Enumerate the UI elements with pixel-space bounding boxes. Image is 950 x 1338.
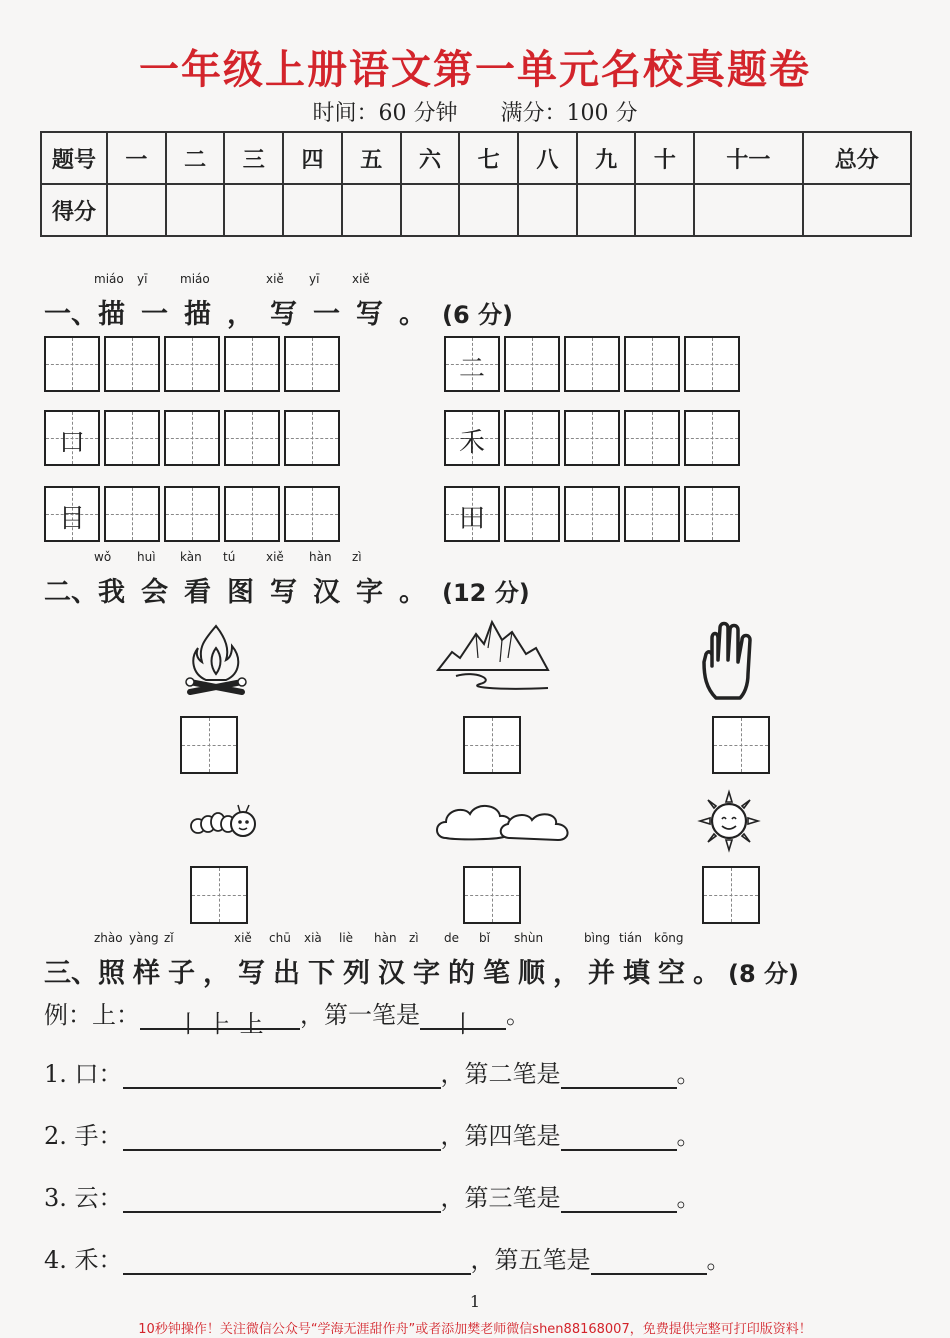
heading-char xyxy=(137,272,168,331)
tracing-row xyxy=(444,486,744,542)
score-cell[interactable] xyxy=(166,184,225,236)
example-mid: ，第一笔是 xyxy=(300,1001,420,1029)
section-number: 三、 xyxy=(44,958,98,989)
score-cell[interactable] xyxy=(694,184,802,236)
pinyin: miáo xyxy=(94,272,124,286)
score-cell[interactable] xyxy=(283,184,342,236)
pinyin: miáo xyxy=(180,272,210,286)
writing-cell[interactable] xyxy=(224,410,280,466)
tracing-row xyxy=(444,336,744,392)
score-col-header: 四 xyxy=(283,132,342,184)
pinyin: xiě xyxy=(234,931,252,945)
writing-cell[interactable] xyxy=(504,410,560,466)
section-points: (6 分) xyxy=(442,301,513,329)
item-mid: ，第五笔是 xyxy=(470,1246,591,1274)
tracing-row xyxy=(44,336,344,392)
stroke-order-blank[interactable] xyxy=(123,1249,471,1275)
hanzi: 写 xyxy=(238,958,265,989)
heading-char xyxy=(444,931,475,990)
writing-cell[interactable] xyxy=(624,486,680,542)
item-end: 。 xyxy=(676,1060,701,1088)
page-number: 1 xyxy=(469,1292,481,1311)
writing-cell[interactable] xyxy=(104,486,160,542)
writing-cell[interactable] xyxy=(564,410,620,466)
page-title: 一年级上册语文第一单元名校真题卷 xyxy=(139,47,811,93)
heading-char xyxy=(514,931,545,990)
heading-char xyxy=(266,550,297,609)
pinyin: yī xyxy=(309,272,320,286)
hanzi: 。 xyxy=(693,958,720,989)
hanzi: 空 xyxy=(658,958,685,989)
answer-box-cloud[interactable] xyxy=(463,866,521,924)
writing-cell[interactable] xyxy=(164,410,220,466)
score-col-header: 五 xyxy=(342,132,401,184)
score-cell[interactable] xyxy=(577,184,636,236)
writing-cell[interactable] xyxy=(284,410,340,466)
hanzi: 列 xyxy=(343,958,370,989)
heading-char xyxy=(584,931,615,990)
hanzi: ， xyxy=(227,299,254,330)
score-col-header: 三 xyxy=(224,132,283,184)
hanzi: ， xyxy=(553,958,580,989)
hanzi: 字 xyxy=(413,958,440,989)
heading-char xyxy=(399,292,426,331)
hand-icon xyxy=(700,618,760,704)
pinyin: yàng xyxy=(129,931,159,945)
pinyin: chū xyxy=(269,931,291,945)
section2-heading xyxy=(44,550,530,609)
hanzi: 会 xyxy=(141,577,168,608)
pinyin: kōng xyxy=(654,931,684,945)
score-cell[interactable] xyxy=(342,184,401,236)
item-end: 。 xyxy=(676,1184,701,1212)
tracing-row xyxy=(444,410,744,466)
footer-note: 10秒钟操作！关注微信公众号“学海无涯甜作舟”或者添加樊老师微信shen88168007，免费提供完整可打印版资料！ xyxy=(138,1322,812,1337)
pinyin: huì xyxy=(137,550,156,564)
pinyin: xià xyxy=(304,931,322,945)
hanzi: 一 xyxy=(313,299,340,330)
answer-box-caterpillar[interactable] xyxy=(190,866,248,924)
sun-icon xyxy=(698,790,760,852)
hanzi: 看 xyxy=(184,577,211,608)
item-label: 1. 口： xyxy=(44,1060,123,1088)
example-end: 。 xyxy=(506,1001,530,1029)
heading-char xyxy=(266,272,297,331)
heading-char xyxy=(374,931,405,990)
item-mid: ，第三笔是 xyxy=(440,1184,561,1212)
hanzi: 汉 xyxy=(378,958,405,989)
writing-cell[interactable] xyxy=(624,410,680,466)
pinyin: tián xyxy=(619,931,642,945)
hanzi: ， xyxy=(203,958,230,989)
score-cell[interactable] xyxy=(107,184,166,236)
score-label: 满分：100 分 xyxy=(500,101,638,126)
fire-icon xyxy=(186,618,246,698)
hanzi: 填 xyxy=(623,958,650,989)
writing-cell[interactable] xyxy=(164,486,220,542)
exam-info xyxy=(0,96,950,127)
heading-char xyxy=(339,931,370,990)
score-col-header: 六 xyxy=(401,132,460,184)
section3-heading xyxy=(44,931,799,990)
writing-cell[interactable] xyxy=(44,336,100,392)
heading-char xyxy=(227,292,254,331)
hanzi: 我 xyxy=(98,577,125,608)
stroke-item xyxy=(44,1054,701,1089)
writing-cell[interactable] xyxy=(444,486,500,542)
hanzi: 写 xyxy=(356,299,383,330)
pinyin: zhào xyxy=(94,931,123,945)
hanzi: 写 xyxy=(270,299,297,330)
pinyin: bìng xyxy=(584,931,611,945)
writing-cell[interactable] xyxy=(224,336,280,392)
hanzi: 照 xyxy=(98,958,125,989)
hanzi: 顺 xyxy=(518,958,545,989)
heading-char xyxy=(309,272,340,331)
section-number: 一、 xyxy=(44,299,98,330)
heading-char xyxy=(352,550,383,609)
mountain-icon xyxy=(436,618,550,693)
score-col-header: 十 xyxy=(635,132,694,184)
score-row-header: 题号 xyxy=(41,132,107,184)
heading-char xyxy=(352,272,383,331)
heading-char xyxy=(180,272,211,331)
writing-cell[interactable] xyxy=(224,486,280,542)
hanzi: 下 xyxy=(308,958,335,989)
heading-char xyxy=(269,931,300,990)
heading-char xyxy=(654,931,685,990)
section1-heading xyxy=(44,272,513,331)
score-row-number xyxy=(41,132,911,184)
heading-char xyxy=(164,931,195,990)
heading-char xyxy=(180,550,211,609)
heading-char xyxy=(399,570,426,609)
writing-cell[interactable] xyxy=(684,486,740,542)
heading-char xyxy=(94,550,125,609)
writing-cell[interactable] xyxy=(104,410,160,466)
model-character: 禾 xyxy=(458,428,485,458)
pinyin: xiě xyxy=(266,272,284,286)
writing-cell[interactable] xyxy=(444,410,500,466)
pinyin: wǒ xyxy=(94,550,112,564)
model-character: 田 xyxy=(458,504,485,534)
stroke-answer-blank[interactable] xyxy=(561,1125,677,1151)
heading-char xyxy=(94,272,125,331)
tracing-row xyxy=(44,410,344,466)
pinyin: liè xyxy=(339,931,354,945)
writing-cell[interactable] xyxy=(284,486,340,542)
section-points: (12 分) xyxy=(442,579,530,607)
writing-cell[interactable] xyxy=(504,336,560,392)
writing-cell[interactable] xyxy=(684,410,740,466)
example-line xyxy=(44,995,530,1038)
score-col-header: 七 xyxy=(459,132,518,184)
pinyin: xiě xyxy=(352,272,370,286)
stroke-item xyxy=(44,1240,731,1275)
score-col-header: 十一 xyxy=(694,132,802,184)
pinyin: bǐ xyxy=(479,931,490,945)
score-cell[interactable] xyxy=(635,184,694,236)
score-col-header: 总分 xyxy=(803,132,911,184)
score-row-score xyxy=(41,184,911,236)
pinyin: zǐ xyxy=(164,931,174,945)
score-cell[interactable] xyxy=(518,184,577,236)
model-character: 目 xyxy=(58,504,85,534)
answer-box-hand[interactable] xyxy=(712,716,770,774)
stroke-order-blank[interactable] xyxy=(123,1187,441,1213)
hanzi: 的 xyxy=(448,958,475,989)
pinyin: tú xyxy=(223,550,236,564)
stroke-answer-blank[interactable] xyxy=(561,1063,677,1089)
writing-cell[interactable] xyxy=(684,336,740,392)
pinyin: shùn xyxy=(514,931,544,945)
model-character: 二 xyxy=(458,354,485,384)
stroke-item xyxy=(44,1178,701,1213)
caterpillar-icon xyxy=(188,800,260,840)
hanzi: 并 xyxy=(588,958,615,989)
hanzi: 图 xyxy=(227,577,254,608)
heading-char xyxy=(553,951,580,990)
writing-cell[interactable] xyxy=(104,336,160,392)
hanzi: 汉 xyxy=(313,577,340,608)
score-table xyxy=(40,131,912,237)
example-answer: 丨 xyxy=(420,1004,506,1030)
heading-char xyxy=(94,931,125,990)
item-label: 3. 云： xyxy=(44,1184,123,1212)
stroke-order-blank[interactable] xyxy=(123,1125,441,1151)
pinyin: yī xyxy=(137,272,148,286)
writing-cell[interactable] xyxy=(164,336,220,392)
heading-char xyxy=(479,931,510,990)
hanzi: 子 xyxy=(168,958,195,989)
score-cell[interactable] xyxy=(459,184,518,236)
item-label: 2. 手： xyxy=(44,1122,123,1150)
pinyin: kàn xyxy=(180,550,202,564)
stroke-item xyxy=(44,1116,701,1151)
score-col-header: 八 xyxy=(518,132,577,184)
hanzi: 写 xyxy=(270,577,297,608)
time-label: 时间：60 分钟 xyxy=(312,101,458,126)
writing-cell[interactable] xyxy=(564,486,620,542)
answer-box-mountain[interactable] xyxy=(463,716,521,774)
hanzi: 。 xyxy=(399,299,426,330)
writing-cell[interactable] xyxy=(564,336,620,392)
pinyin: xiě xyxy=(266,550,284,564)
score-cell[interactable] xyxy=(224,184,283,236)
answer-box-sun[interactable] xyxy=(702,866,760,924)
heading-char xyxy=(223,550,254,609)
pinyin: hàn xyxy=(309,550,332,564)
stroke-answer-blank[interactable] xyxy=(561,1187,677,1213)
writing-cell[interactable] xyxy=(504,486,560,542)
item-mid: ，第二笔是 xyxy=(440,1060,561,1088)
writing-cell[interactable] xyxy=(44,486,100,542)
stroke-answer-blank[interactable] xyxy=(591,1249,707,1275)
heading-char xyxy=(619,931,650,990)
heading-char xyxy=(409,931,440,990)
writing-cell[interactable] xyxy=(44,410,100,466)
example-label: 例：上： xyxy=(44,1001,140,1029)
section-number: 二、 xyxy=(44,577,98,608)
hanzi: 笔 xyxy=(483,958,510,989)
model-character: 口 xyxy=(58,428,85,458)
writing-cell[interactable] xyxy=(284,336,340,392)
hanzi: 一 xyxy=(141,299,168,330)
score-col-header: 二 xyxy=(166,132,225,184)
writing-cell[interactable] xyxy=(624,336,680,392)
score-cell[interactable] xyxy=(803,184,911,236)
hanzi: 描 xyxy=(184,299,211,330)
score-col-header: 九 xyxy=(577,132,636,184)
pinyin: de xyxy=(444,931,459,945)
pinyin: zì xyxy=(352,550,362,564)
example-strokes: 丨 ⺊ 上 xyxy=(140,1004,300,1030)
item-mid: ，第四笔是 xyxy=(440,1122,561,1150)
heading-char xyxy=(203,951,230,990)
score-row-header: 得分 xyxy=(41,184,107,236)
answer-box-fire[interactable] xyxy=(180,716,238,774)
heading-char xyxy=(693,951,720,990)
heading-char xyxy=(137,550,168,609)
hanzi: 样 xyxy=(133,958,160,989)
hanzi: 描 xyxy=(98,299,125,330)
writing-cell[interactable] xyxy=(444,336,500,392)
hanzi: 。 xyxy=(399,577,426,608)
item-label: 4. 禾： xyxy=(44,1246,123,1274)
item-end: 。 xyxy=(706,1246,731,1274)
pinyin: hàn xyxy=(374,931,397,945)
heading-char xyxy=(309,550,340,609)
stroke-order-blank[interactable] xyxy=(123,1063,441,1089)
heading-char xyxy=(129,931,160,990)
score-col-header: 一 xyxy=(107,132,166,184)
hanzi: 字 xyxy=(356,577,383,608)
heading-char xyxy=(304,931,335,990)
cloud-icon xyxy=(432,798,578,846)
heading-char xyxy=(234,931,265,990)
section-points: (8 分) xyxy=(728,960,799,988)
tracing-row xyxy=(44,486,344,542)
score-cell[interactable] xyxy=(401,184,460,236)
hanzi: 出 xyxy=(273,958,300,989)
pinyin: zì xyxy=(409,931,419,945)
item-end: 。 xyxy=(676,1122,701,1150)
